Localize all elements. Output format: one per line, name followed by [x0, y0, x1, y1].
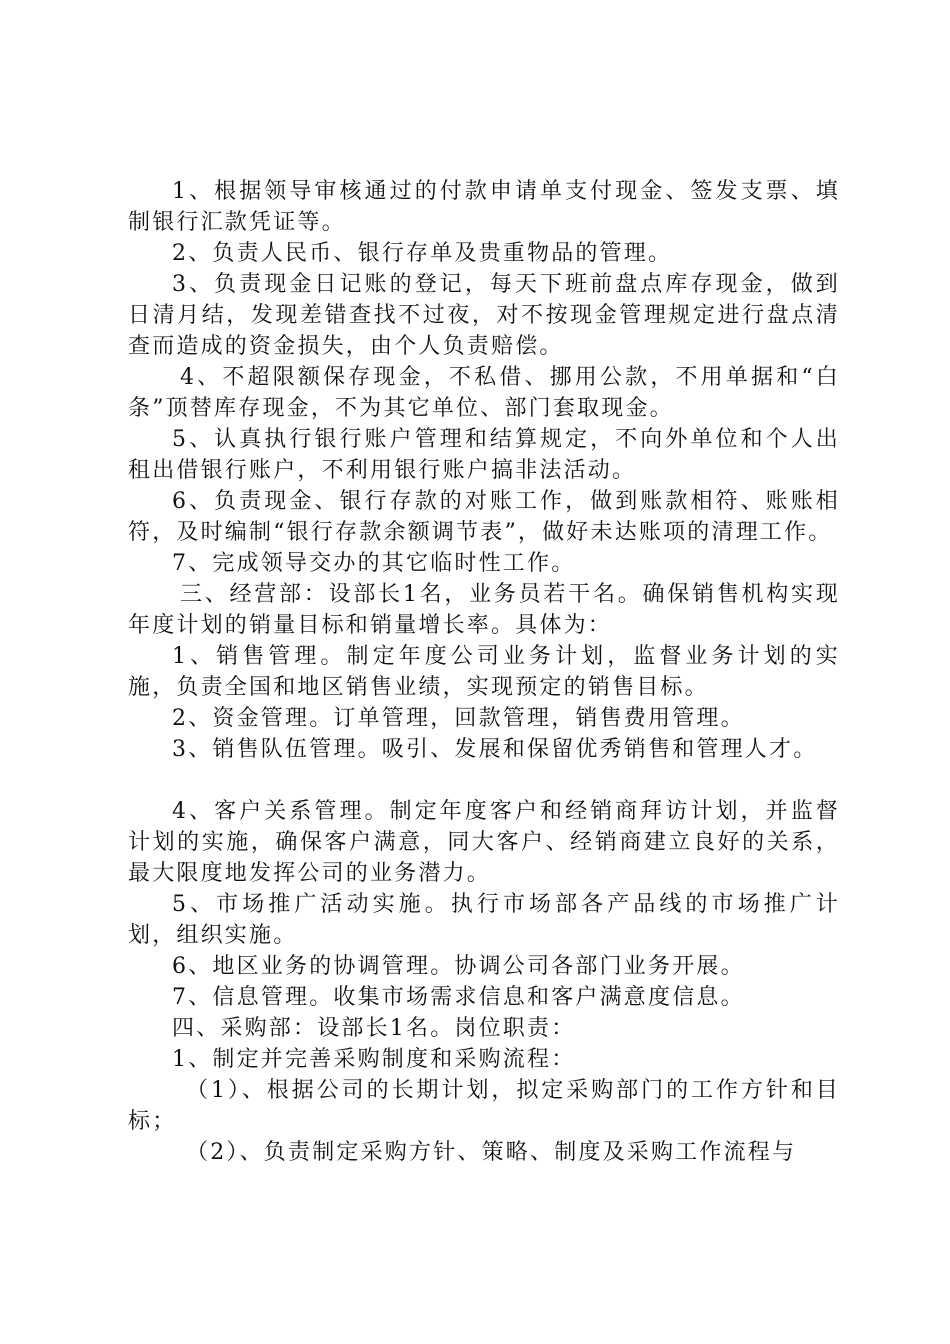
paragraph-cashier-duty-1: 1、根据领导审核通过的付款申请单支付现金、签发支票、填制银行汇款凭证等。 [128, 179, 840, 235]
paragraph-sales-duty-4: 4、客户关系管理。制定年度客户和经销商拜访计划，并监督计划的实施，确保客户满意，同大客户、经销商建立良好的关系，最大限度地发挥公司的业务潜力。 [128, 799, 840, 886]
paragraph-cashier-duty-4: 4、不超限额保存现金，不私借、挪用公款，不用单据和“白条”顶替库存现金，不为其它单位、部门套取现金。 [128, 365, 840, 421]
paragraph-cashier-duty-2: 2、负责人民币、银行存单及贵重物品的管理。 [172, 241, 673, 266]
paragraph-sales-duty-7: 7、信息管理。收集市场需求信息和客户满意度信息。 [172, 985, 745, 1010]
paragraph-purchasing-duty-1: 1、制定并完善采购制度和采购流程： [172, 1047, 576, 1072]
blank-line [128, 765, 840, 796]
paragraph-purchasing-subitem-2: （2）、负责制定采购方针、策略、制度及采购工作流程与 [186, 1140, 797, 1165]
paragraph-sales-duty-1: 1、销售管理。制定年度公司业务计划，监督业务计划的实施，负责全国和地区销售业绩，实现预定的销售目标。 [128, 644, 840, 700]
paragraph-purchasing-subitem-1: （1）、根据公司的长期计划，拟定采购部门的工作方针和目标； [128, 1078, 840, 1134]
paragraph-cashier-duty-3: 3、负责现金日记账的登记，每天下班前盘点库存现金，做到日清月结，发现差错查找不过夜，对不按现金管理规定进行盘点清查而造成的资金损失，由个人负责赔偿。 [128, 272, 840, 359]
section-heading-purchasing-dept: 四、采购部：设部长1名。岗位职责： [172, 1016, 576, 1041]
paragraph-sales-duty-2: 2、资金管理。订单管理，回款管理，销售费用管理。 [172, 706, 745, 731]
section-heading-sales-dept: 三、经营部：设部长1名，业务员若干名。确保销售机构实现年度计划的销量目标和销量增长率。具体为： [128, 582, 840, 638]
document-page [128, 176, 840, 1168]
paragraph-sales-duty-3: 3、销售队伍管理。吸引、发展和保留优秀销售和管理人才。 [172, 737, 818, 762]
paragraph-sales-duty-6: 6、地区业务的协调管理。协调公司各部门业务开展。 [172, 954, 745, 979]
paragraph-cashier-duty-7: 7、完成领导交办的其它临时性工作。 [172, 551, 576, 576]
paragraph-sales-duty-5: 5、市场推广活动实施。执行市场部各产品线的市场推广计划，组织实施。 [128, 892, 840, 948]
paragraph-cashier-duty-5: 5、认真执行银行账户管理和结算规定，不向外单位和个人出租出借银行账户，不利用银行账户搞非法活动。 [128, 427, 840, 483]
paragraph-cashier-duty-6: 6、负责现金、银行存款的对账工作，做到账款相符、账账相符，及时编制“银行存款余额调节表”，做好未达账项的清理工作。 [128, 489, 840, 545]
